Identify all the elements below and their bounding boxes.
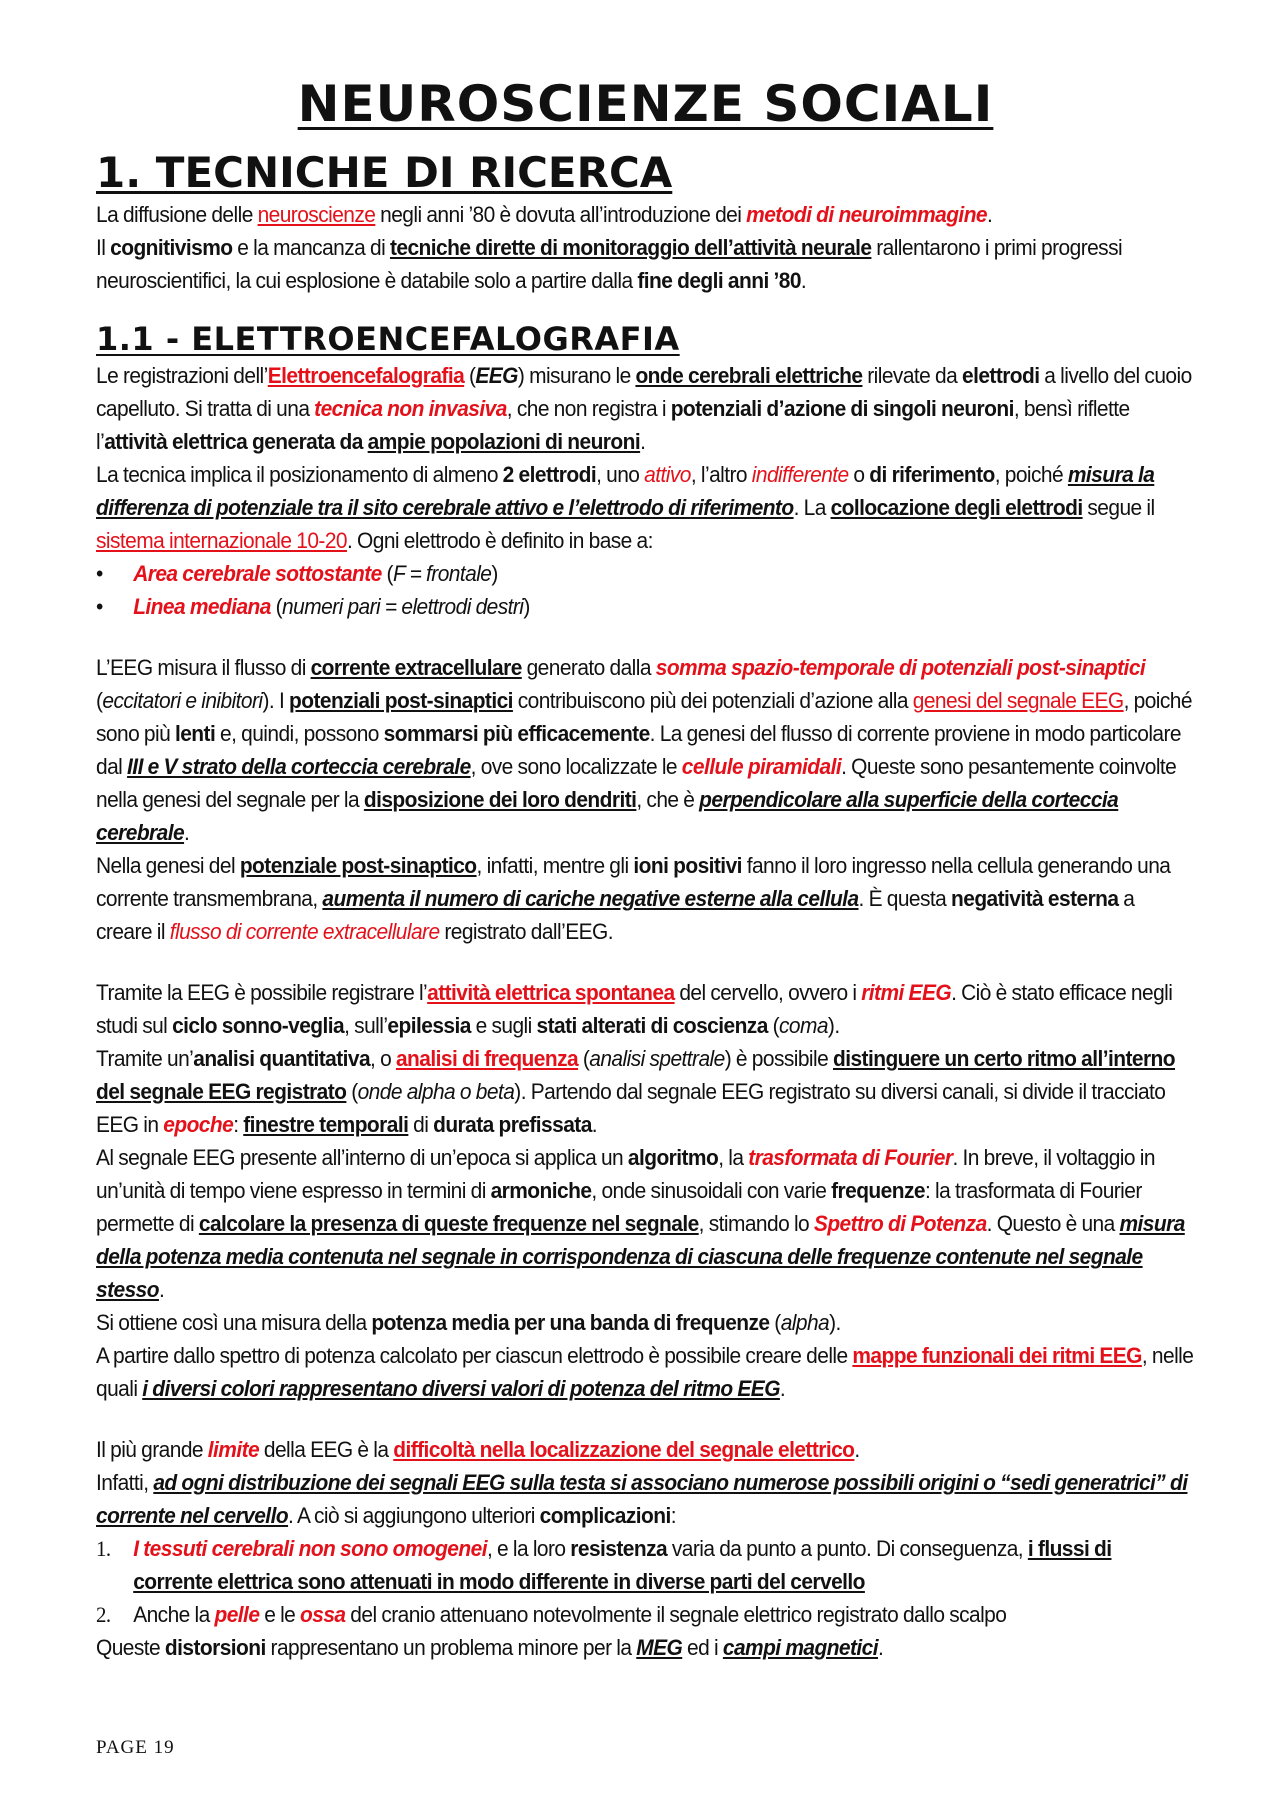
intro-paragraph: La diffusione delle neuroscienze negli anni ’80 è dovuta all’introduzione dei metodi di neuroimmagine. Il cognitivismo e la mancanza di tecniche dirette di monitoraggio dell’attività neurale rallentarono i primi progressi neuroscientifici, la cui esplosione è databile solo a partire dalla fine degli anni ’80.	[96, 202, 1123, 293]
page-label: PAGE	[96, 1737, 148, 1758]
list-item: 2. Anche la pelle e le ossa del cranio attenuano notevolmente il segnale elettrico registrato dallo scalpo	[96, 1602, 1007, 1627]
electrode-criteria-list	[96, 557, 1195, 623]
subsection-heading: 1.1 - ELETTROENCEFALOGRAFIA	[96, 320, 680, 358]
list-item: • Area cerebrale sottostante (F = frontale)	[96, 561, 498, 586]
section-heading: 1. TECNICHE DI RICERCA	[96, 148, 673, 197]
list-item: • Linea mediana (numeri pari = elettrodi destri)	[96, 594, 530, 619]
closing-paragraph: Queste distorsioni rappresentano un problema minore per la MEG ed i campi magnetici.	[96, 1635, 884, 1660]
eeg-paragraph: Le registrazioni dell’Elettroencefalografia (EEG) misurano le onde cerebrali elettriche rilevate da elettrodi a livello del cuoio capelluto. Si tratta di una tecnica non invasiva, che non registra i potenziali d’azione di singoli neuroni, bensì riflette l’attività elettrica generata da ampie popolazioni di neuroni. La tecnica implica il posizionamento di almeno 2 elettrodi, uno attivo, l’altro indifferente o di riferimento, poiché misura la differenza di potenziale tra il sito cerebrale attivo e l’elettrodo di riferimento. La collocazione degli elettrodi segue il sistema internazionale 10-20. Ogni elettrodo è definito in base a:	[96, 363, 1192, 553]
complications-list	[96, 1532, 1195, 1631]
document-title: NEUROSCIENZE SOCIALI	[297, 75, 994, 133]
page-number: 19	[153, 1737, 175, 1758]
limit-paragraph: Il più grande limite della EEG è la difficoltà nella localizzazione del segnale elettrico. Infatti, ad ogni distribuzione dei segnali EEG sulla testa si associano numerose possibili origini o “sedi generatrici” di corrente nel cervello. A ciò si aggiungono ulteriori complicazioni:	[96, 1437, 1188, 1528]
list-item: 1. I tessuti cerebrali non sono omogenei, e la loro resistenza varia da punto a punto. Di conseguenza, i flussi di corrente elettrica sono attenuati in modo differente in diverse parti del cervello	[96, 1536, 1112, 1594]
page-footer	[96, 1737, 175, 1759]
rhythm-paragraph: Tramite la EEG è possibile registrare l’attività elettrica spontanea del cervello, ovvero i ritmi EEG. Ciò è stato efficace negli studi sul ciclo sonno-veglia, sull’epilessia e sugli stati alterati di coscienza (coma). Tramite un’analisi quantitativa, o analisi di frequenza (analisi spettrale) è possibile distinguere un certo ritmo all’interno del segnale EEG registrato (onde alpha o beta). Partendo dal segnale EEG registrato su diversi canali, si divide il tracciato EEG in epoche: finestre temporali di durata prefissata. Al segnale EEG presente all’interno di un’epoca si applica un algoritmo, la trasformata di Fourier. In breve, il voltaggio in un’unità di tempo viene espresso in termini di armoniche, onde sinusoidali con varie frequenze: la trasformata di Fourier permette di calcolare la presenza di queste frequenze nel segnale, stimando lo Spettro di Potenza. Questo è una misura della potenza media contenuta nel segnale in corrispondenza di ciascuna delle frequenze contenute nel segnale stesso. Si ottiene così una misura della potenza media per una banda di frequenze (alpha). A partire dallo spettro di potenza calcolato per ciascun elettrodo è possibile creare delle mappe funzionali dei ritmi EEG, nelle quali i diversi colori rappresentano diversi valori di potenza del ritmo EEG.	[96, 980, 1194, 1401]
current-paragraph: L’EEG misura il flusso di corrente extracellulare generato dalla somma spazio-temporale di potenziali post-sinaptici (eccitatori e inibitori). I potenziali post-sinaptici contribuiscono più dei potenziali d’azione alla genesi del segnale EEG, poiché sono più lenti e, quindi, possono sommarsi più efficacemente. La genesi del flusso di corrente proviene in modo particolare dal III e V strato della corteccia cerebrale, ove sono localizzate le cellule piramidali. Queste sono pesantemente coinvolte nella genesi del segnale per la disposizione dei loro dendriti, che è perpendicolare alla superficie della corteccia cerebrale. Nella genesi del potenziale post-sinaptico, infatti, mentre gli ioni positivi fanno il loro ingresso nella cellula generando una corrente transmembrana, aumenta il numero di cariche negative esterne alla cellula. È questa negatività esterna a creare il flusso di corrente extracellulare registrato dall’EEG.	[96, 655, 1192, 944]
